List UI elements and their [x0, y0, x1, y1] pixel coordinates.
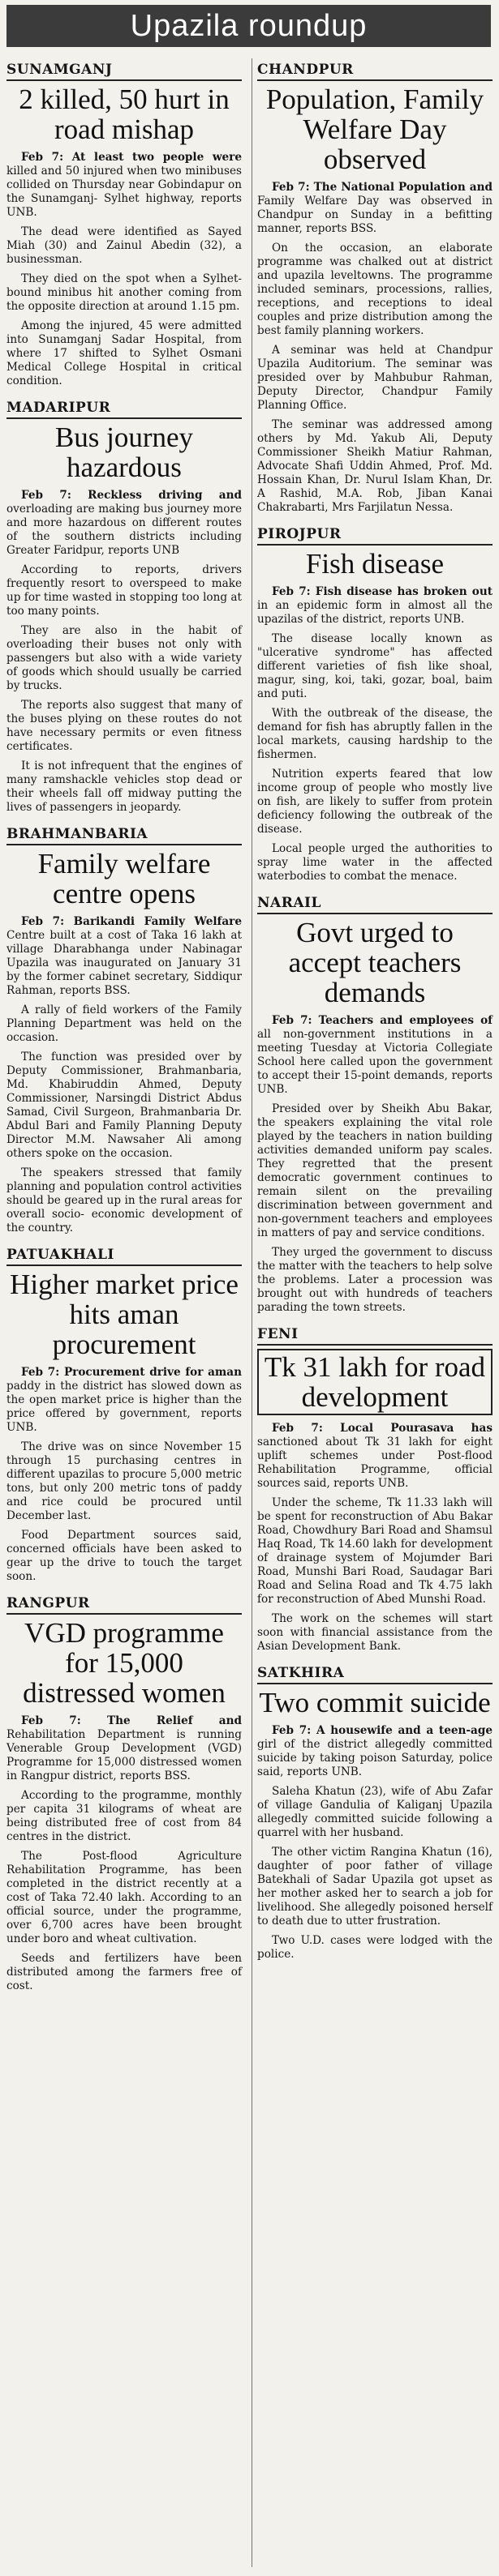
story-paragraph: Feb 7: At least two people were killed and 50 injured when two minibuses collided on Thursday near Gobindapur on the Sunamganj- Sylhet highway, reports UNB. [6, 151, 242, 219]
story-paragraph: According to the programme, monthly per capita 31 kilograms of wheat are being distributed free of cost from 84 centres in the district. [6, 1789, 242, 1843]
story-paragraph: Nutrition experts feared that low income group of people who mostly live on fish, are likely to suffer from protein deficiency following the outbreak of the disease. [257, 768, 493, 836]
story-paragraph: They died on the spot when a Sylhet-bound minibus hit another coming from the opposite direction at around 1.15 pm. [6, 272, 242, 313]
story-paragraph: Two U.D. cases were lodged with the police. [257, 1934, 493, 1961]
story-paragraph: The speakers stressed that family planning and population control activities should be geared up in the rural areas for overall socio- economic development of the country. [6, 1166, 242, 1235]
story-paragraph: The work on the schemes will start soon with financial assistance from the Asian Development Bank. [257, 1612, 493, 1653]
district-label: SATKHIRA [257, 1665, 493, 1684]
district-label: PIROJPUR [257, 526, 493, 546]
story-paragraph: Under the scheme, Tk 11.33 lakh will be spent for reconstruction of Abu Bakar Road, Chowdhury Bari Road and Shamsul Haq Road, Tk 14.60 lakh for development of drainage system of Mojumder Bari Road, Munshi Bari Road, Saudagar Bari Road and Selina Road and Tk 4.75 lakh for reconstruction of Abed Munshi Road. [257, 1496, 493, 1606]
news-story [6, 826, 242, 1235]
story-paragraph: Feb 7: Local Pourasava has sanctioned about Tk 31 lakh for eight uplift schemes under Post-flood Rehabilitation Programme, official sources said, reports UNB. [257, 1422, 493, 1490]
story-paragraph: They are also in the habit of overloading their buses not only with passengers but also with a wide variety of goods which should usually be carried by trucks. [6, 624, 242, 692]
story-body [257, 181, 493, 515]
story-body [6, 151, 242, 388]
right-column [257, 62, 493, 1973]
story-body [257, 585, 493, 884]
story-paragraph: Feb 7: Reckless driving and overloading are making bus journey more and more hazardous on different routes of the southern districts including Greater Faridpur, reports UNB [6, 489, 242, 557]
news-story [6, 1247, 242, 1584]
district-label: PATUAKHALI [6, 1247, 242, 1266]
district-label: FENI [257, 1326, 493, 1346]
district-label: MADARIPUR [6, 400, 242, 419]
story-paragraph: Local people urged the authorities to spray lime water in the affected waterbodies to combat the menace. [257, 842, 493, 883]
district-label: CHANDPUR [257, 62, 493, 81]
story-paragraph: Feb 7: Teachers and employees of all non-government institutions in a meeting Tuesday at Victoria Collegiate School here called upon the government to accept their 15-point demands, reports UNB. [257, 1014, 493, 1096]
news-story [6, 400, 242, 815]
story-paragraph: The other victim Rangina Khatun (16), daughter of poor father of village Batekhali of Sadar Upazila got upset as her mother asked her to search a job for livelihood. She allegedly poisoned herself to death due to utter frustration. [257, 1846, 493, 1928]
story-body [257, 1422, 493, 1654]
story-paragraph: The reports also suggest that many of the buses plying on these routes do not have necessary permits or even fitness certificates. [6, 699, 242, 753]
story-headline: Tk 31 lakh for road development [257, 1349, 493, 1415]
district-label: RANGPUR [6, 1595, 242, 1615]
story-headline: Govt urged to accept teachers demands [288, 917, 462, 1008]
news-story [257, 1665, 493, 1962]
story-paragraph: It is not infrequent that the engines of many ramshackle vehicles stop dead or their wheels fall off midway putting the lives of passengers in jeopardy. [6, 760, 242, 814]
story-paragraph: Food Department sources said, concerned officials have been asked to gear up the drive to touch the target soon. [6, 1529, 242, 1583]
story-headline: Higher market price hits aman procurement [10, 1269, 239, 1360]
left-column [6, 62, 242, 2005]
story-body [6, 1366, 242, 1584]
story-paragraph: The function was presided over by Deputy Commissioner, Brahmanbaria, Md. Khabiruddin Ahmed, Deputy Commissioner, Narsingdi District Abdus Samad, Civil Surgeon, Brahmanbaria Dr. Abdul Bari and Family Planning Deputy Director M.M. Nawsaher Ali among others spoke on the occasion. [6, 1051, 242, 1160]
news-story [257, 1326, 493, 1654]
news-story [257, 895, 493, 1315]
story-headline: Bus journey hazardous [54, 421, 194, 483]
story-paragraph: Feb 7: The Relief and Rehabilitation Department is running Venerable Group Development (VGD) Programme for 15,000 distressed women in Rangpur district, reports BSS. [6, 1714, 242, 1782]
news-story [6, 62, 242, 388]
story-body [257, 1014, 493, 1315]
story-headline: Family welfare centre opens [37, 848, 211, 909]
section-banner: Upazila roundup [6, 5, 491, 47]
story-paragraph: The drive was on since November 15 through 15 purchasing centres in different upazilas to procure 5,000 metric tons, but only 200 metric tons of paddy and rice could be procured until December last. [6, 1440, 242, 1522]
story-paragraph: The disease locally known as "ulcerative syndrome" has affected different varieties of fish like shoal, magur, sing, koi, taki, gozar, boal, baim and puti. [257, 632, 493, 700]
story-paragraph: Feb 7: Procurement drive for aman paddy in the district has slowed down as the open market price is higher than the price offered by government, reports UNB. [6, 1366, 242, 1434]
story-body [6, 1714, 242, 1993]
story-paragraph: The Post-flood Agriculture Rehabilitation Programme, has been completed in the district recently at a cost of Taka 72.40 lakh. According to an official source, under the programme, over 6,700 acres have been brought under boro and wheat cultivation. [6, 1850, 242, 1945]
story-paragraph: Among the injured, 45 were admitted into Sunamganj Sadar Hospital, from where 17 shifted to Sylhet Osmani Medical College Hospital in critical condition. [6, 319, 242, 387]
story-paragraph: Feb 7: Barikandi Family Welfare Centre built at a cost of Taka 16 lakh at village Dharabhanga under Nabinagar Upazila was inaugurated on January 31 by the former cabinet secretary, Siddiqur Rahman, reports BSS. [6, 915, 242, 997]
story-paragraph: Saleha Khatun (23), wife of Abu Zafar of village Gandulia of Kaliganj Upazila allegedly committed suicide following a quarrel with her husband. [257, 1785, 493, 1839]
news-story [6, 1595, 242, 1993]
story-paragraph: Seeds and fertilizers have been distributed among the farmers free of cost. [6, 1952, 242, 1992]
district-label: SUNAMGANJ [6, 62, 242, 81]
story-body [6, 489, 242, 815]
story-paragraph: Presided over by Sheikh Abu Bakar, the speakers explaining the vital role played by the teachers in nation building activities demanded uniform pay scales. They regretted that the present democratic government continues to remain silent on the prevailing discrimination between government and non-government teachers and employees in matters of pay and service conditions. [257, 1102, 493, 1239]
district-label: NARAIL [257, 895, 493, 914]
district-label: BRAHMANBARIA [6, 826, 242, 845]
story-paragraph: On the occasion, an elaborate programme was chalked out at district and upazila leveltowns. The programme included seminars, processions, rallies, receptions, and receptions to ideal couples and prize distribution among the best family planning workers. [257, 242, 493, 337]
story-body [6, 915, 242, 1235]
news-story [257, 62, 493, 515]
story-body [257, 1724, 493, 1962]
story-paragraph: The dead were identified as Sayed Miah (30) and Zainul Abedin (32), a businessman. [6, 225, 242, 266]
story-headline: Fish disease [305, 548, 445, 580]
story-headline: Population, Family Welfare Day observed [265, 83, 484, 175]
story-paragraph: According to reports, drivers frequently resort to overspeed to make up for time wasted in stopping too long at too many points. [6, 563, 242, 618]
news-story [257, 526, 493, 884]
story-paragraph: Feb 7: A housewife and a teen-age girl of the district allegedly committed suicide by taking poison Saturday, police said, reports UNB. [257, 1724, 493, 1778]
story-headline: 2 killed, 50 hurt in road mishap [19, 83, 230, 145]
story-paragraph: The seminar was addressed among others by Md. Yakub Ali, Deputy Commissioner Sheikh Matiur Rahman, Advocate Shafi Uddin Ahmed, Prof. Md. Hossain Khan, Dr. Nurul Islam Khan, Dr. A Rashid, M.A. Rob, Jiban Kanai Chakrabarti, Mrs Farjilatun Nessa. [257, 418, 493, 514]
story-headline: Two commit suicide [259, 1687, 491, 1718]
story-paragraph: With the outbreak of the disease, the demand for fish has abruptly fallen in the local markets, causing hardship to the fishermen. [257, 707, 493, 761]
story-paragraph: They urged the government to discuss the matter with the teachers to help solve the problems. Later a procession was brought out with hundreds of teachers parading the town streets. [257, 1246, 493, 1314]
story-headline: VGD programme for 15,000 distressed women [23, 1617, 226, 1709]
story-paragraph: A rally of field workers of the Family Planning Department was held on the occasion. [6, 1003, 242, 1044]
story-paragraph: A seminar was held at Chandpur Upazila Auditorium. The seminar was presided over by Mahbubur Rahman, Deputy Director, Chandpur Family Planning Office. [257, 344, 493, 412]
story-paragraph: Feb 7: The National Population and Family Welfare Day was observed in Chandpur on Sunday in a befitting manner, reports BSS. [257, 181, 493, 235]
story-paragraph: Feb 7: Fish disease has broken out in an epidemic form in almost all the upazilas of the district, reports UNB. [257, 585, 493, 626]
